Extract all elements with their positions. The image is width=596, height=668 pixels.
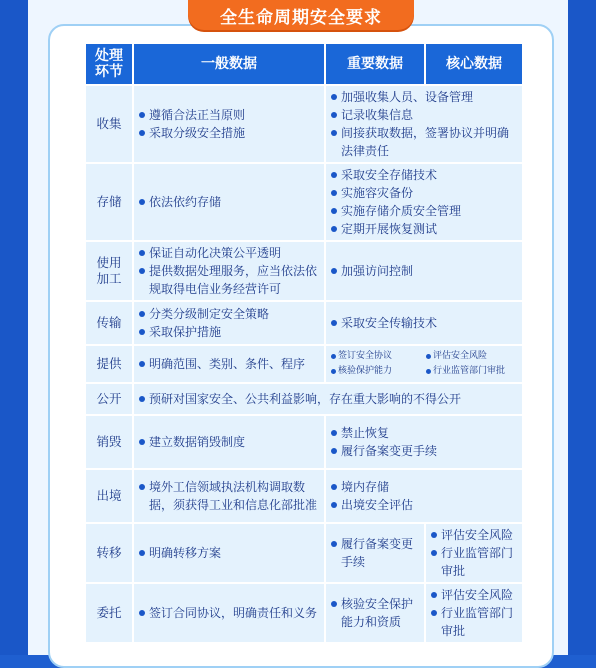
header-general: 一般数据 <box>134 44 324 84</box>
list-item: 履行备案变更手续 <box>329 442 519 460</box>
stage-cell: 提供 <box>86 346 132 382</box>
list-item: 行业监管部门审批 <box>424 364 519 379</box>
list-item: 禁止恢复 <box>329 424 519 442</box>
list-item: 定期开展恢复测试 <box>329 220 519 238</box>
table-cell <box>134 302 324 344</box>
header-core: 核心数据 <box>426 44 522 84</box>
stage-cell: 存储 <box>86 164 132 240</box>
list-item: 实施存储介质安全管理 <box>329 202 519 220</box>
table-cell <box>326 584 424 642</box>
list-item: 提供数据处理服务，应当依法依规取得电信业务经营许可 <box>137 262 321 298</box>
bullet-list <box>137 544 321 562</box>
right-border <box>568 0 596 655</box>
stage-cell: 委托 <box>86 584 132 642</box>
table-row <box>86 164 522 240</box>
stage-cell: 使用 加工 <box>86 242 132 300</box>
list-item: 评估安全风险 <box>424 349 519 364</box>
bullet-list <box>137 604 321 622</box>
list-item: 遵循合法正当原则 <box>137 106 321 124</box>
table-cell <box>134 584 324 642</box>
header-important: 重要数据 <box>326 44 424 84</box>
table-cell <box>326 346 522 382</box>
list-item: 保证自动化决策公平透明 <box>137 244 321 262</box>
bullet-list <box>329 535 421 571</box>
bullet-list <box>429 526 519 580</box>
bullet-list <box>137 478 321 514</box>
stage-cell: 销毁 <box>86 416 132 468</box>
table-row <box>86 86 522 162</box>
table-cell <box>134 384 522 414</box>
bullet-list <box>137 193 321 211</box>
list-item: 评估安全风险 <box>429 526 519 544</box>
requirements-table <box>84 42 524 644</box>
list-item: 加强访问控制 <box>329 262 519 280</box>
table-row <box>86 416 522 468</box>
header-row <box>86 44 522 84</box>
bullet-list <box>424 349 519 379</box>
list-item: 行业监管部门审批 <box>429 544 519 580</box>
list-item: 履行备案变更手续 <box>329 535 421 571</box>
table-cell <box>134 470 324 522</box>
table-row <box>86 384 522 414</box>
table-row <box>86 242 522 300</box>
table-cell <box>426 584 522 642</box>
table-cell <box>326 524 424 582</box>
list-item: 采取安全存储技术 <box>329 166 519 184</box>
stage-cell: 出境 <box>86 470 132 522</box>
bullet-list <box>137 106 321 142</box>
stage-cell: 转移 <box>86 524 132 582</box>
page-title: 全生命周期安全要求 <box>188 0 414 30</box>
bullet-list <box>329 314 519 332</box>
list-item: 明确转移方案 <box>137 544 321 562</box>
bullet-list <box>329 478 519 514</box>
table-row <box>86 584 522 642</box>
table-cell <box>326 416 522 468</box>
stage-cell: 传输 <box>86 302 132 344</box>
table-cell <box>426 524 522 582</box>
table-cell <box>134 524 324 582</box>
list-item: 记录收集信息 <box>329 106 519 124</box>
table-cell <box>134 164 324 240</box>
table-cell <box>326 470 522 522</box>
header-stage: 处理 环节 <box>86 44 132 84</box>
table-row <box>86 302 522 344</box>
bullet-list <box>137 355 321 373</box>
list-item: 明确范围、类别、条件、程序 <box>137 355 321 373</box>
list-item: 核验保护能力 <box>329 364 424 379</box>
list-item: 境内存储 <box>329 478 519 496</box>
list-item: 依法依约存储 <box>137 193 321 211</box>
stage-cell: 公开 <box>86 384 132 414</box>
table-row <box>86 524 522 582</box>
list-item: 间接获取数据，签署协议并明确法律责任 <box>329 124 519 160</box>
table-cell <box>326 164 522 240</box>
bullet-list <box>329 424 519 460</box>
bullet-list <box>329 595 421 631</box>
list-item: 分类分级制定安全策略 <box>137 305 321 323</box>
list-item: 境外工信领域执法机构调取数据，须获得工业和信息化部批准 <box>137 478 321 514</box>
list-item: 实施容灾备份 <box>329 184 519 202</box>
list-item: 签订安全协议 <box>329 349 424 364</box>
table-cell <box>134 416 324 468</box>
table-cell <box>134 86 324 162</box>
list-item: 行业监管部门审批 <box>429 604 519 640</box>
list-item: 采取保护措施 <box>137 323 321 341</box>
bullet-list <box>137 244 321 298</box>
table-cell <box>326 86 522 162</box>
table-row <box>86 346 522 382</box>
bullet-list <box>329 262 519 280</box>
list-item: 加强收集人员、设备管理 <box>329 88 519 106</box>
table-cell <box>326 242 522 300</box>
list-item: 出境安全评估 <box>329 496 519 514</box>
table-cell <box>326 302 522 344</box>
bullet-list <box>137 390 519 408</box>
left-border <box>0 0 28 655</box>
bullet-list <box>137 305 321 341</box>
list-item: 预研对国家安全、公共利益影响，存在重大影响的不得公开 <box>137 390 519 408</box>
list-item: 采取分级安全措施 <box>137 124 321 142</box>
bullet-list <box>329 166 519 238</box>
bullet-list <box>137 433 321 451</box>
bullet-list <box>329 349 424 379</box>
bullet-list <box>329 88 519 160</box>
stage-cell: 收集 <box>86 86 132 162</box>
bullet-list <box>429 586 519 640</box>
table-cell <box>134 242 324 300</box>
table-row <box>86 470 522 522</box>
list-item: 签订合同协议，明确责任和义务 <box>137 604 321 622</box>
list-item: 评估安全风险 <box>429 586 519 604</box>
list-item: 建立数据销毁制度 <box>137 433 321 451</box>
list-item: 采取安全传输技术 <box>329 314 519 332</box>
table-cell <box>134 346 324 382</box>
list-item: 核验安全保护能力和资质 <box>329 595 421 631</box>
